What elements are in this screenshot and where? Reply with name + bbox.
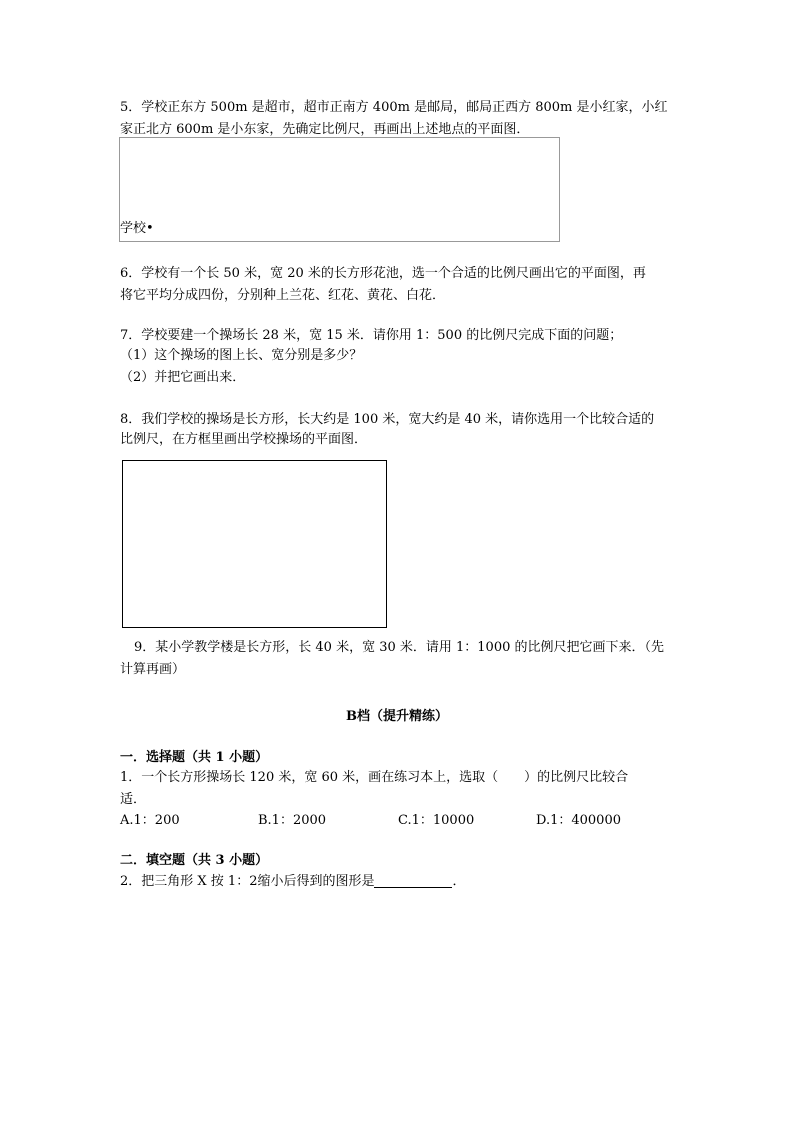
q8-drawing-box — [122, 460, 387, 628]
part1-q1-line-1: 1．一个长方形操场长 120 米，宽 60 米，画在练习本上，选取（ ）的比例尺比较合 — [120, 770, 629, 785]
q5-line-2: 家正北方 600m 是小东家，先确定比例尺，再画出上述地点的平面图． — [120, 122, 530, 137]
q5-drawing-box — [119, 137, 560, 242]
q7-line-1: 7．学校要建一个操场长 28 米，宽 15 米．请你用 1：500 的比例尺完成下面的问题； — [120, 328, 623, 343]
part2-heading: 二．填空题（共 3 小题） — [120, 853, 269, 868]
part1-heading: 一．选择题（共 1 小题） — [120, 750, 269, 765]
option-a: A.1：200 — [120, 813, 180, 828]
part2-q2-text: 2．把三角形 X 按 1：2缩小后得到的图形是 — [120, 874, 375, 889]
q6-line-2: 将它平均分成四份，分别种上兰花、红花、黄花、白花． — [120, 288, 446, 303]
q6-line-1: 6．学校有一个长 50 米，宽 20 米的长方形花池，选一个合适的比例尺画出它的平面图，再 — [120, 266, 646, 281]
q5-line-1: 5．学校正东方 500m 是超市，超市正南方 400m 是邮局，邮局正西方 800m 是小红家，小红 — [120, 100, 668, 115]
part2-q2 — [120, 872, 465, 892]
q9-line-2: 计算再画） — [120, 662, 186, 677]
answer-blank[interactable] — [374, 873, 452, 888]
option-d: D.1：400000 — [536, 813, 621, 828]
part2-q2-end: ． — [452, 874, 466, 889]
q9-line-1: 9．某小学教学楼是长方形，长 40 米，宽 30 米．请用 1：1000 的比例尺把它画下来．（先 — [134, 640, 665, 655]
option-c: C.1：10000 — [398, 813, 475, 828]
part1-q1-line-2: 适． — [120, 792, 147, 807]
section-b-title: B档（提升精练） — [346, 709, 448, 724]
school-point-label: 学校• — [120, 221, 154, 236]
q7-sub-2: （2）并把它画出来． — [120, 370, 246, 385]
q8-line-2: 比例尺，在方框里画出学校操场的平面图． — [120, 432, 368, 447]
q7-sub-1: （1）这个操场的图上长、宽分别是多少？ — [120, 348, 363, 363]
q8-line-1: 8．我们学校的操场是长方形，长大约是 100 米，宽大约是 40 米，请你选用一个比较合适的 — [120, 412, 655, 427]
option-b: B.1：2000 — [258, 813, 327, 828]
